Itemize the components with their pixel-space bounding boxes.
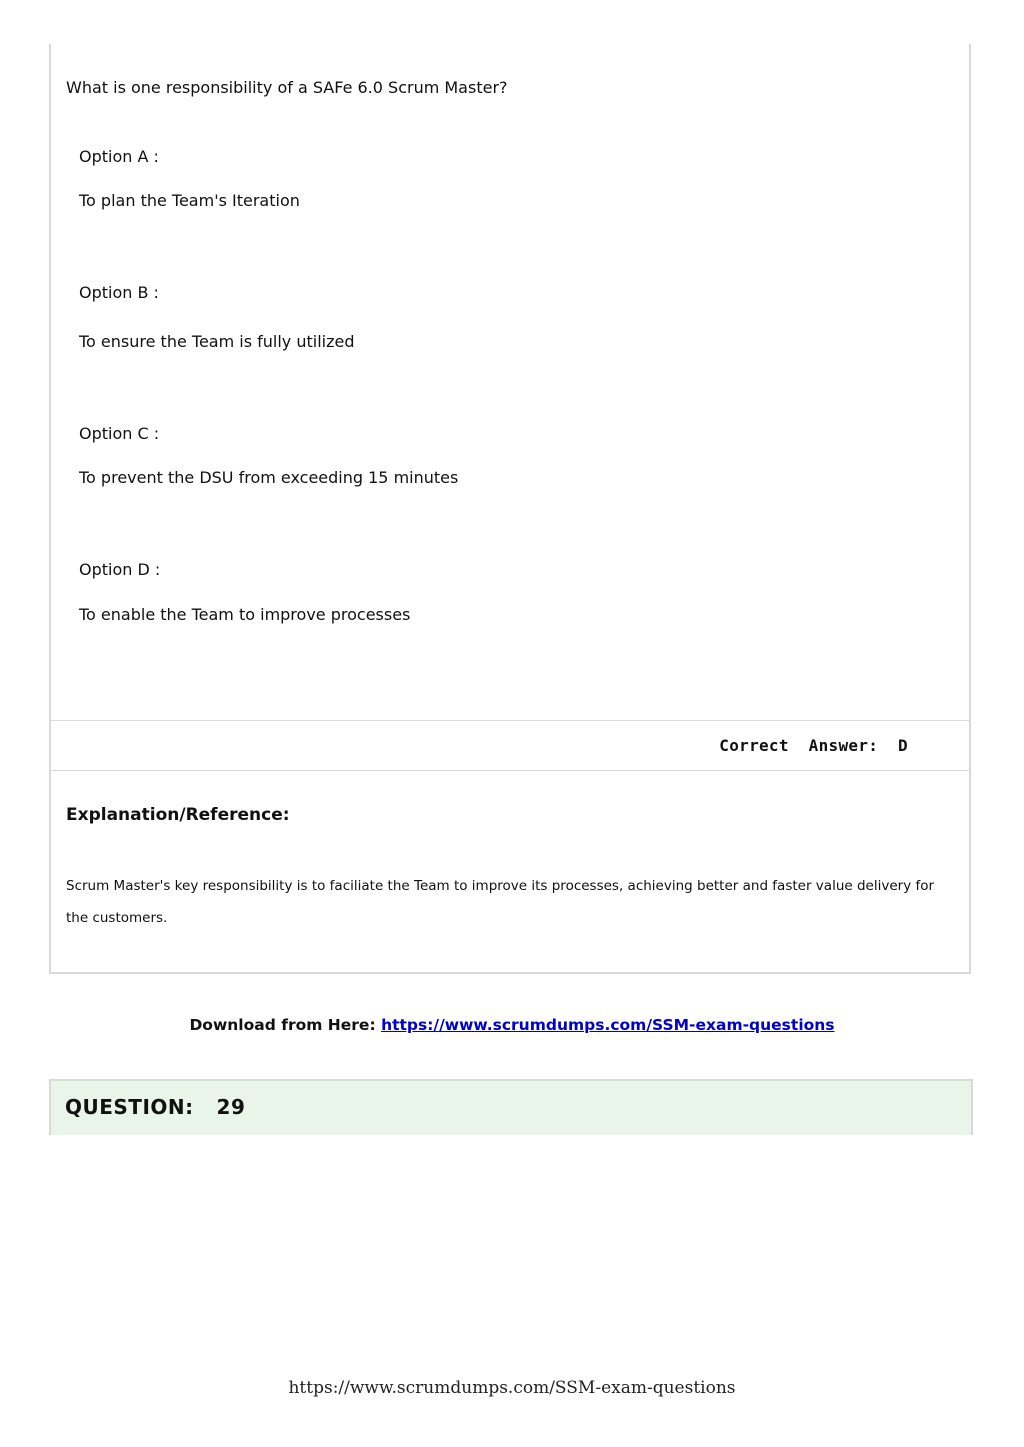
correct-answer: Correct Answer: D (719, 736, 908, 755)
question-text: What is one responsibility of a SAFe 6.0 Scrum Master? (66, 78, 508, 97)
option-b-label: Option B : (79, 283, 159, 302)
question-header (49, 1079, 973, 1135)
option-d-text: To enable the Team to improve processes (79, 605, 411, 624)
option-a-text: To plan the Team's Iteration (79, 191, 300, 210)
option-a-label: Option A : (79, 147, 159, 166)
option-b-text: To ensure the Team is fully utilized (79, 332, 355, 351)
option-c-text: To prevent the DSU from exceeding 15 minutes (79, 468, 459, 487)
download-prefix: Download from Here: (189, 1016, 376, 1034)
answer-row (51, 720, 969, 771)
download-link[interactable]: https://www.scrumdumps.com/SSM-exam-questions (381, 1016, 835, 1034)
explanation-body: Scrum Master's key responsibility is to faciliate the Team to improve its processes, achieving better and faster value delivery for the customers. (66, 878, 935, 926)
option-c-label: Option C : (79, 424, 160, 443)
option-d-label: Option D : (79, 560, 161, 579)
question-card (49, 44, 971, 974)
question-number: QUESTION: 29 (65, 1095, 246, 1119)
explanation-heading: Explanation/Reference: (66, 805, 290, 825)
page-footer-url: https://www.scrumdumps.com/SSM-exam-questions (288, 1378, 736, 1398)
download-line (0, 1016, 1024, 1034)
